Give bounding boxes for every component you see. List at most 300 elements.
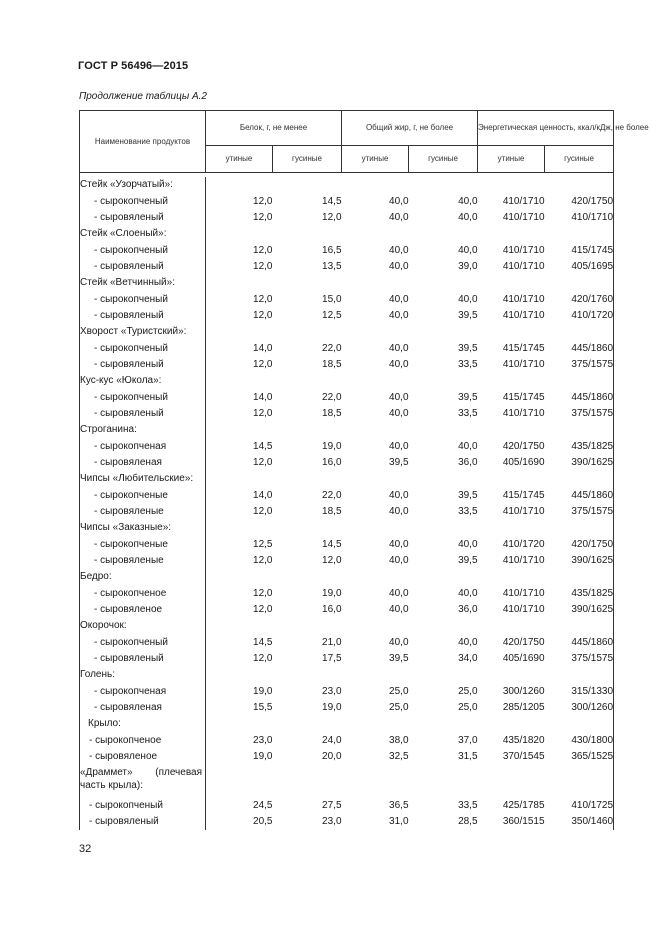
empty-cell (273, 716, 342, 732)
empty-cell (545, 226, 614, 242)
value-cell: 410/1710 (502, 244, 545, 256)
value-cell: 39,5 (458, 489, 478, 501)
value-cell: 23,0 (322, 685, 342, 697)
value-cell: 33,5 (458, 506, 478, 517)
empty-cell (342, 471, 409, 487)
value-cell: 375/1575 (545, 504, 614, 520)
empty-cell (206, 520, 273, 536)
group-row (80, 716, 614, 732)
empty-cell (206, 177, 273, 193)
value-cell: 12,0 (322, 555, 342, 566)
empty-cell (545, 471, 614, 487)
header-protein-goose: гусиные (273, 146, 342, 173)
value-cell: 14,0 (206, 389, 273, 406)
group-title-line-1 (80, 766, 205, 779)
value-cell: 18,5 (322, 506, 342, 517)
empty-cell (206, 471, 273, 487)
product-name: - сыровяленое (80, 602, 206, 618)
value-cell: 36,0 (458, 604, 478, 615)
group-title-part: (плечевая (155, 767, 202, 778)
value-cell: 18,5 (322, 359, 342, 370)
value-cell: 40,0 (389, 408, 409, 419)
empty-cell (409, 177, 478, 193)
product-name: - сыровяленый (80, 259, 206, 275)
product-name: - сыровяленая (80, 700, 206, 716)
value-cell: 405/1695 (545, 259, 614, 275)
value-cell: 19,0 (206, 683, 273, 700)
value-cell: 25,0 (389, 702, 409, 713)
table-row (80, 651, 614, 667)
value-cell: 40,0 (389, 359, 409, 370)
value-cell: 24,5 (206, 797, 273, 814)
group-row (80, 275, 614, 291)
empty-cell (545, 667, 614, 683)
header-energy-goose: гусиные (545, 146, 614, 173)
value-cell: 14,5 (322, 538, 342, 550)
empty-cell (409, 275, 478, 291)
value-cell: 40,0 (389, 391, 409, 403)
table-row (80, 504, 614, 520)
product-name: - сыровяленое (80, 749, 206, 765)
value-cell: 40,0 (458, 587, 478, 599)
value-cell: 40,0 (389, 506, 409, 517)
value-cell: 390/1625 (545, 553, 614, 569)
value-cell: 375/1575 (545, 357, 614, 373)
value-cell: 370/1545 (502, 751, 545, 762)
empty-cell (273, 618, 342, 634)
group-row (80, 422, 614, 438)
value-cell: 40,0 (389, 195, 409, 207)
value-cell: 12,5 (322, 310, 342, 321)
product-name: - сыровяленый (80, 651, 206, 667)
value-cell: 22,0 (322, 489, 342, 501)
value-cell: 410/1710 (502, 310, 545, 321)
product-name: - сырокопченый (80, 340, 206, 357)
group-title: Бедро: (80, 569, 206, 585)
value-cell: 425/1785 (502, 799, 545, 811)
value-cell: 20,5 (206, 814, 273, 830)
product-name: - сырокопченая (80, 438, 206, 455)
value-cell: 40,0 (458, 440, 478, 452)
empty-cell (545, 765, 614, 797)
value-cell: 14,5 (322, 195, 342, 207)
group-row (80, 226, 614, 242)
empty-cell (478, 373, 545, 389)
product-name: - сыровяленые (80, 553, 206, 569)
group-row (80, 324, 614, 340)
table-row (80, 602, 614, 618)
value-cell: 15,5 (206, 700, 273, 716)
table-row (80, 308, 614, 324)
empty-cell (206, 324, 273, 340)
value-cell: 38,0 (389, 734, 409, 746)
empty-cell (273, 324, 342, 340)
value-cell: 360/1515 (502, 816, 545, 827)
empty-cell (545, 324, 614, 340)
value-cell: 410/1710 (502, 212, 545, 223)
header-name: Наименование продуктов (80, 111, 206, 173)
value-cell: 40,0 (389, 440, 409, 452)
empty-cell (409, 422, 478, 438)
header-fat: Общий жир, г, не более (342, 111, 478, 146)
value-cell: 40,0 (389, 310, 409, 321)
value-cell: 15,0 (322, 293, 342, 305)
empty-cell (478, 422, 545, 438)
value-cell: 410/1710 (502, 587, 545, 599)
empty-cell (545, 422, 614, 438)
table-row (80, 340, 614, 357)
value-cell: 32,5 (389, 751, 409, 762)
value-cell: 300/1260 (545, 700, 614, 716)
value-cell: 40,0 (458, 244, 478, 256)
empty-cell (409, 765, 478, 797)
group-title-part: «Драммет» (80, 767, 133, 778)
value-cell: 39,5 (458, 391, 478, 403)
value-cell: 14,0 (206, 487, 273, 504)
table-row (80, 732, 614, 749)
value-cell: 365/1525 (545, 749, 614, 765)
product-name: - сырокопченые (80, 487, 206, 504)
product-name: - сырокопченый (80, 797, 206, 814)
empty-cell (273, 520, 342, 536)
empty-cell (206, 765, 273, 797)
value-cell: 40,0 (389, 244, 409, 256)
empty-cell (206, 422, 273, 438)
product-name: - сырокопченый (80, 291, 206, 308)
empty-cell (342, 765, 409, 797)
header-fat-duck: утиные (342, 146, 409, 173)
group-title: Чипсы «Любительские»: (80, 471, 206, 487)
empty-cell (545, 373, 614, 389)
value-cell: 445/1860 (545, 487, 614, 504)
value-cell: 33,5 (458, 799, 478, 811)
group-row (80, 569, 614, 585)
empty-cell (342, 275, 409, 291)
value-cell: 410/1720 (545, 308, 614, 324)
empty-cell (342, 618, 409, 634)
value-cell: 420/1760 (545, 291, 614, 308)
value-cell: 12,0 (206, 259, 273, 275)
group-title-part: часть крыла): (80, 780, 143, 791)
value-cell: 37,0 (458, 734, 478, 746)
group-title: Голень: (80, 667, 206, 683)
value-cell: 390/1625 (545, 455, 614, 471)
table-row (80, 357, 614, 373)
empty-cell (478, 177, 545, 193)
value-cell: 12,5 (206, 536, 273, 553)
value-cell: 40,0 (458, 538, 478, 550)
empty-cell (478, 324, 545, 340)
value-cell: 39,5 (389, 457, 409, 468)
empty-cell (273, 226, 342, 242)
group-title: Стейк «Ветчинный»: (80, 275, 206, 291)
product-name: - сыровяленый (80, 814, 206, 830)
table-row (80, 242, 614, 259)
value-cell: 19,0 (322, 587, 342, 599)
value-cell: 12,0 (206, 308, 273, 324)
value-cell: 12,0 (206, 651, 273, 667)
empty-cell (478, 667, 545, 683)
group-title: Стейк «Узорчатый»: (80, 177, 206, 193)
value-cell: 435/1825 (545, 585, 614, 602)
value-cell: 285/1205 (502, 702, 545, 713)
value-cell: 12,0 (206, 193, 273, 210)
value-cell: 410/1720 (502, 538, 545, 550)
empty-cell (545, 569, 614, 585)
header-energy: Энергетическая ценность, ккал/кДж, не более (478, 111, 614, 146)
empty-cell (273, 765, 342, 797)
value-cell: 31,0 (389, 816, 409, 827)
empty-cell (478, 569, 545, 585)
header-protein-duck: утиные (206, 146, 273, 173)
table-row (80, 406, 614, 422)
value-cell: 22,0 (322, 342, 342, 354)
empty-cell (206, 569, 273, 585)
document-standard-header: ГОСТ Р 56496—2015 (78, 60, 189, 72)
product-name: - сыровяленые (80, 504, 206, 520)
value-cell: 410/1710 (502, 195, 545, 207)
product-name: - сырокопченый (80, 242, 206, 259)
empty-cell (273, 422, 342, 438)
product-name: - сырокопченая (80, 683, 206, 700)
product-name: - сырокопченое (80, 732, 206, 749)
value-cell: 33,5 (458, 408, 478, 419)
value-cell: 40,0 (389, 261, 409, 272)
empty-cell (342, 569, 409, 585)
value-cell: 12,0 (206, 602, 273, 618)
value-cell: 39,0 (458, 261, 478, 272)
table-row (80, 536, 614, 553)
value-cell: 410/1710 (545, 210, 614, 226)
value-cell: 40,0 (389, 636, 409, 648)
empty-cell (273, 275, 342, 291)
group-row (80, 667, 614, 683)
value-cell: 14,5 (206, 634, 273, 651)
value-cell: 415/1745 (502, 391, 545, 403)
empty-cell (478, 226, 545, 242)
value-cell: 31,5 (458, 751, 478, 762)
group-title: Строганина: (80, 422, 206, 438)
empty-cell (342, 324, 409, 340)
group-title (80, 765, 206, 797)
empty-cell (206, 618, 273, 634)
empty-cell (409, 373, 478, 389)
value-cell: 34,0 (458, 653, 478, 664)
product-name: - сыровяленый (80, 210, 206, 226)
value-cell: 16,0 (322, 457, 342, 468)
value-cell: 420/1750 (545, 193, 614, 210)
value-cell: 23,0 (206, 732, 273, 749)
value-cell: 40,0 (389, 587, 409, 599)
product-name: - сыровяленый (80, 308, 206, 324)
value-cell: 12,0 (206, 242, 273, 259)
empty-cell (478, 618, 545, 634)
value-cell: 40,0 (389, 489, 409, 501)
value-cell: 415/1745 (502, 489, 545, 501)
product-name: - сырокопченые (80, 536, 206, 553)
value-cell: 12,0 (206, 585, 273, 602)
empty-cell (342, 226, 409, 242)
value-cell: 19,0 (206, 749, 273, 765)
value-cell: 40,0 (389, 342, 409, 354)
empty-cell (409, 471, 478, 487)
table-row (80, 814, 614, 830)
group-title: Крыло: (80, 716, 206, 732)
table-row (80, 259, 614, 275)
value-cell: 420/1750 (502, 440, 545, 452)
value-cell: 40,0 (458, 195, 478, 207)
value-cell: 445/1860 (545, 634, 614, 651)
group-title: Стейк «Слоеный»: (80, 226, 206, 242)
empty-cell (409, 667, 478, 683)
empty-cell (409, 324, 478, 340)
value-cell: 435/1825 (545, 438, 614, 455)
group-row (80, 520, 614, 536)
value-cell: 21,0 (322, 636, 342, 648)
group-row (80, 618, 614, 634)
value-cell: 415/1745 (502, 342, 545, 354)
table-row (80, 749, 614, 765)
empty-cell (273, 471, 342, 487)
value-cell: 19,0 (322, 702, 342, 713)
header-protein: Белок, г, не менее (206, 111, 342, 146)
table-row (80, 585, 614, 602)
value-cell: 12,0 (206, 455, 273, 471)
empty-cell (478, 765, 545, 797)
value-cell: 39,5 (389, 653, 409, 664)
value-cell: 405/1690 (502, 457, 545, 468)
table-row (80, 487, 614, 504)
value-cell: 20,0 (322, 751, 342, 762)
empty-cell (409, 520, 478, 536)
value-cell: 39,5 (458, 342, 478, 354)
product-name: - сырокопченый (80, 193, 206, 210)
table-row (80, 455, 614, 471)
value-cell: 300/1260 (502, 685, 545, 697)
table-row (80, 700, 614, 716)
value-cell: 40,0 (389, 293, 409, 305)
table-row (80, 193, 614, 210)
empty-cell (206, 373, 273, 389)
value-cell: 12,0 (206, 406, 273, 422)
value-cell: 375/1575 (545, 406, 614, 422)
value-cell: 24,0 (322, 734, 342, 746)
group-row (80, 177, 614, 193)
value-cell: 12,0 (322, 212, 342, 223)
value-cell: 25,0 (458, 702, 478, 713)
value-cell: 16,0 (322, 604, 342, 615)
value-cell: 33,5 (458, 359, 478, 370)
value-cell: 16,5 (322, 244, 342, 256)
value-cell: 12,0 (206, 210, 273, 226)
empty-cell (342, 520, 409, 536)
value-cell: 40,0 (458, 293, 478, 305)
value-cell: 12,0 (206, 504, 273, 520)
value-cell: 40,0 (458, 212, 478, 223)
value-cell: 430/1800 (545, 732, 614, 749)
table-row (80, 797, 614, 814)
empty-cell (409, 618, 478, 634)
empty-cell (273, 667, 342, 683)
table-row (80, 389, 614, 406)
value-cell: 13,5 (322, 261, 342, 272)
value-cell: 39,5 (458, 310, 478, 321)
value-cell: 25,0 (458, 685, 478, 697)
table-row (80, 634, 614, 651)
page-number: 32 (79, 843, 92, 855)
value-cell: 12,0 (206, 553, 273, 569)
value-cell: 40,0 (389, 555, 409, 566)
table-body (80, 173, 614, 831)
table-row (80, 438, 614, 455)
empty-cell (342, 667, 409, 683)
table-row (80, 683, 614, 700)
empty-cell (545, 177, 614, 193)
table-caption: Продолжение таблицы А.2 (79, 91, 207, 102)
empty-cell (545, 716, 614, 732)
value-cell: 36,5 (389, 799, 409, 811)
value-cell: 39,5 (458, 555, 478, 566)
value-cell: 420/1750 (545, 536, 614, 553)
value-cell: 415/1745 (545, 242, 614, 259)
empty-cell (273, 569, 342, 585)
empty-cell (478, 275, 545, 291)
value-cell: 410/1710 (502, 261, 545, 272)
value-cell: 27,5 (322, 799, 342, 811)
value-cell: 14,5 (206, 438, 273, 455)
product-name: - сырокопченое (80, 585, 206, 602)
empty-cell (545, 520, 614, 536)
empty-cell (342, 373, 409, 389)
value-cell: 17,5 (322, 653, 342, 664)
value-cell: 405/1690 (502, 653, 545, 664)
value-cell: 18,5 (322, 408, 342, 419)
value-cell: 19,0 (322, 440, 342, 452)
value-cell: 420/1750 (502, 636, 545, 648)
value-cell: 410/1710 (502, 555, 545, 566)
product-name: - сырокопченый (80, 389, 206, 406)
table-row (80, 291, 614, 308)
empty-cell (206, 716, 273, 732)
value-cell: 315/1330 (545, 683, 614, 700)
group-title: Чипсы «Заказные»: (80, 520, 206, 536)
value-cell: 375/1575 (545, 651, 614, 667)
empty-cell (545, 275, 614, 291)
value-cell: 12,0 (206, 357, 273, 373)
table-row (80, 210, 614, 226)
value-cell: 445/1860 (545, 340, 614, 357)
group-title: Кус-кус «Юкола»: (80, 373, 206, 389)
value-cell: 12,0 (206, 291, 273, 308)
empty-cell (478, 520, 545, 536)
nutrition-table (79, 110, 649, 830)
empty-cell (273, 373, 342, 389)
value-cell: 435/1820 (502, 734, 545, 746)
value-cell: 410/1710 (502, 506, 545, 517)
empty-cell (409, 716, 478, 732)
empty-cell (478, 471, 545, 487)
product-name: - сырокопченый (80, 634, 206, 651)
value-cell: 25,0 (389, 685, 409, 697)
value-cell: 410/1710 (502, 293, 545, 305)
value-cell: 40,0 (389, 538, 409, 550)
value-cell: 40,0 (389, 212, 409, 223)
value-cell: 390/1625 (545, 602, 614, 618)
empty-cell (342, 716, 409, 732)
value-cell: 445/1860 (545, 389, 614, 406)
value-cell: 410/1710 (502, 408, 545, 419)
empty-cell (409, 569, 478, 585)
